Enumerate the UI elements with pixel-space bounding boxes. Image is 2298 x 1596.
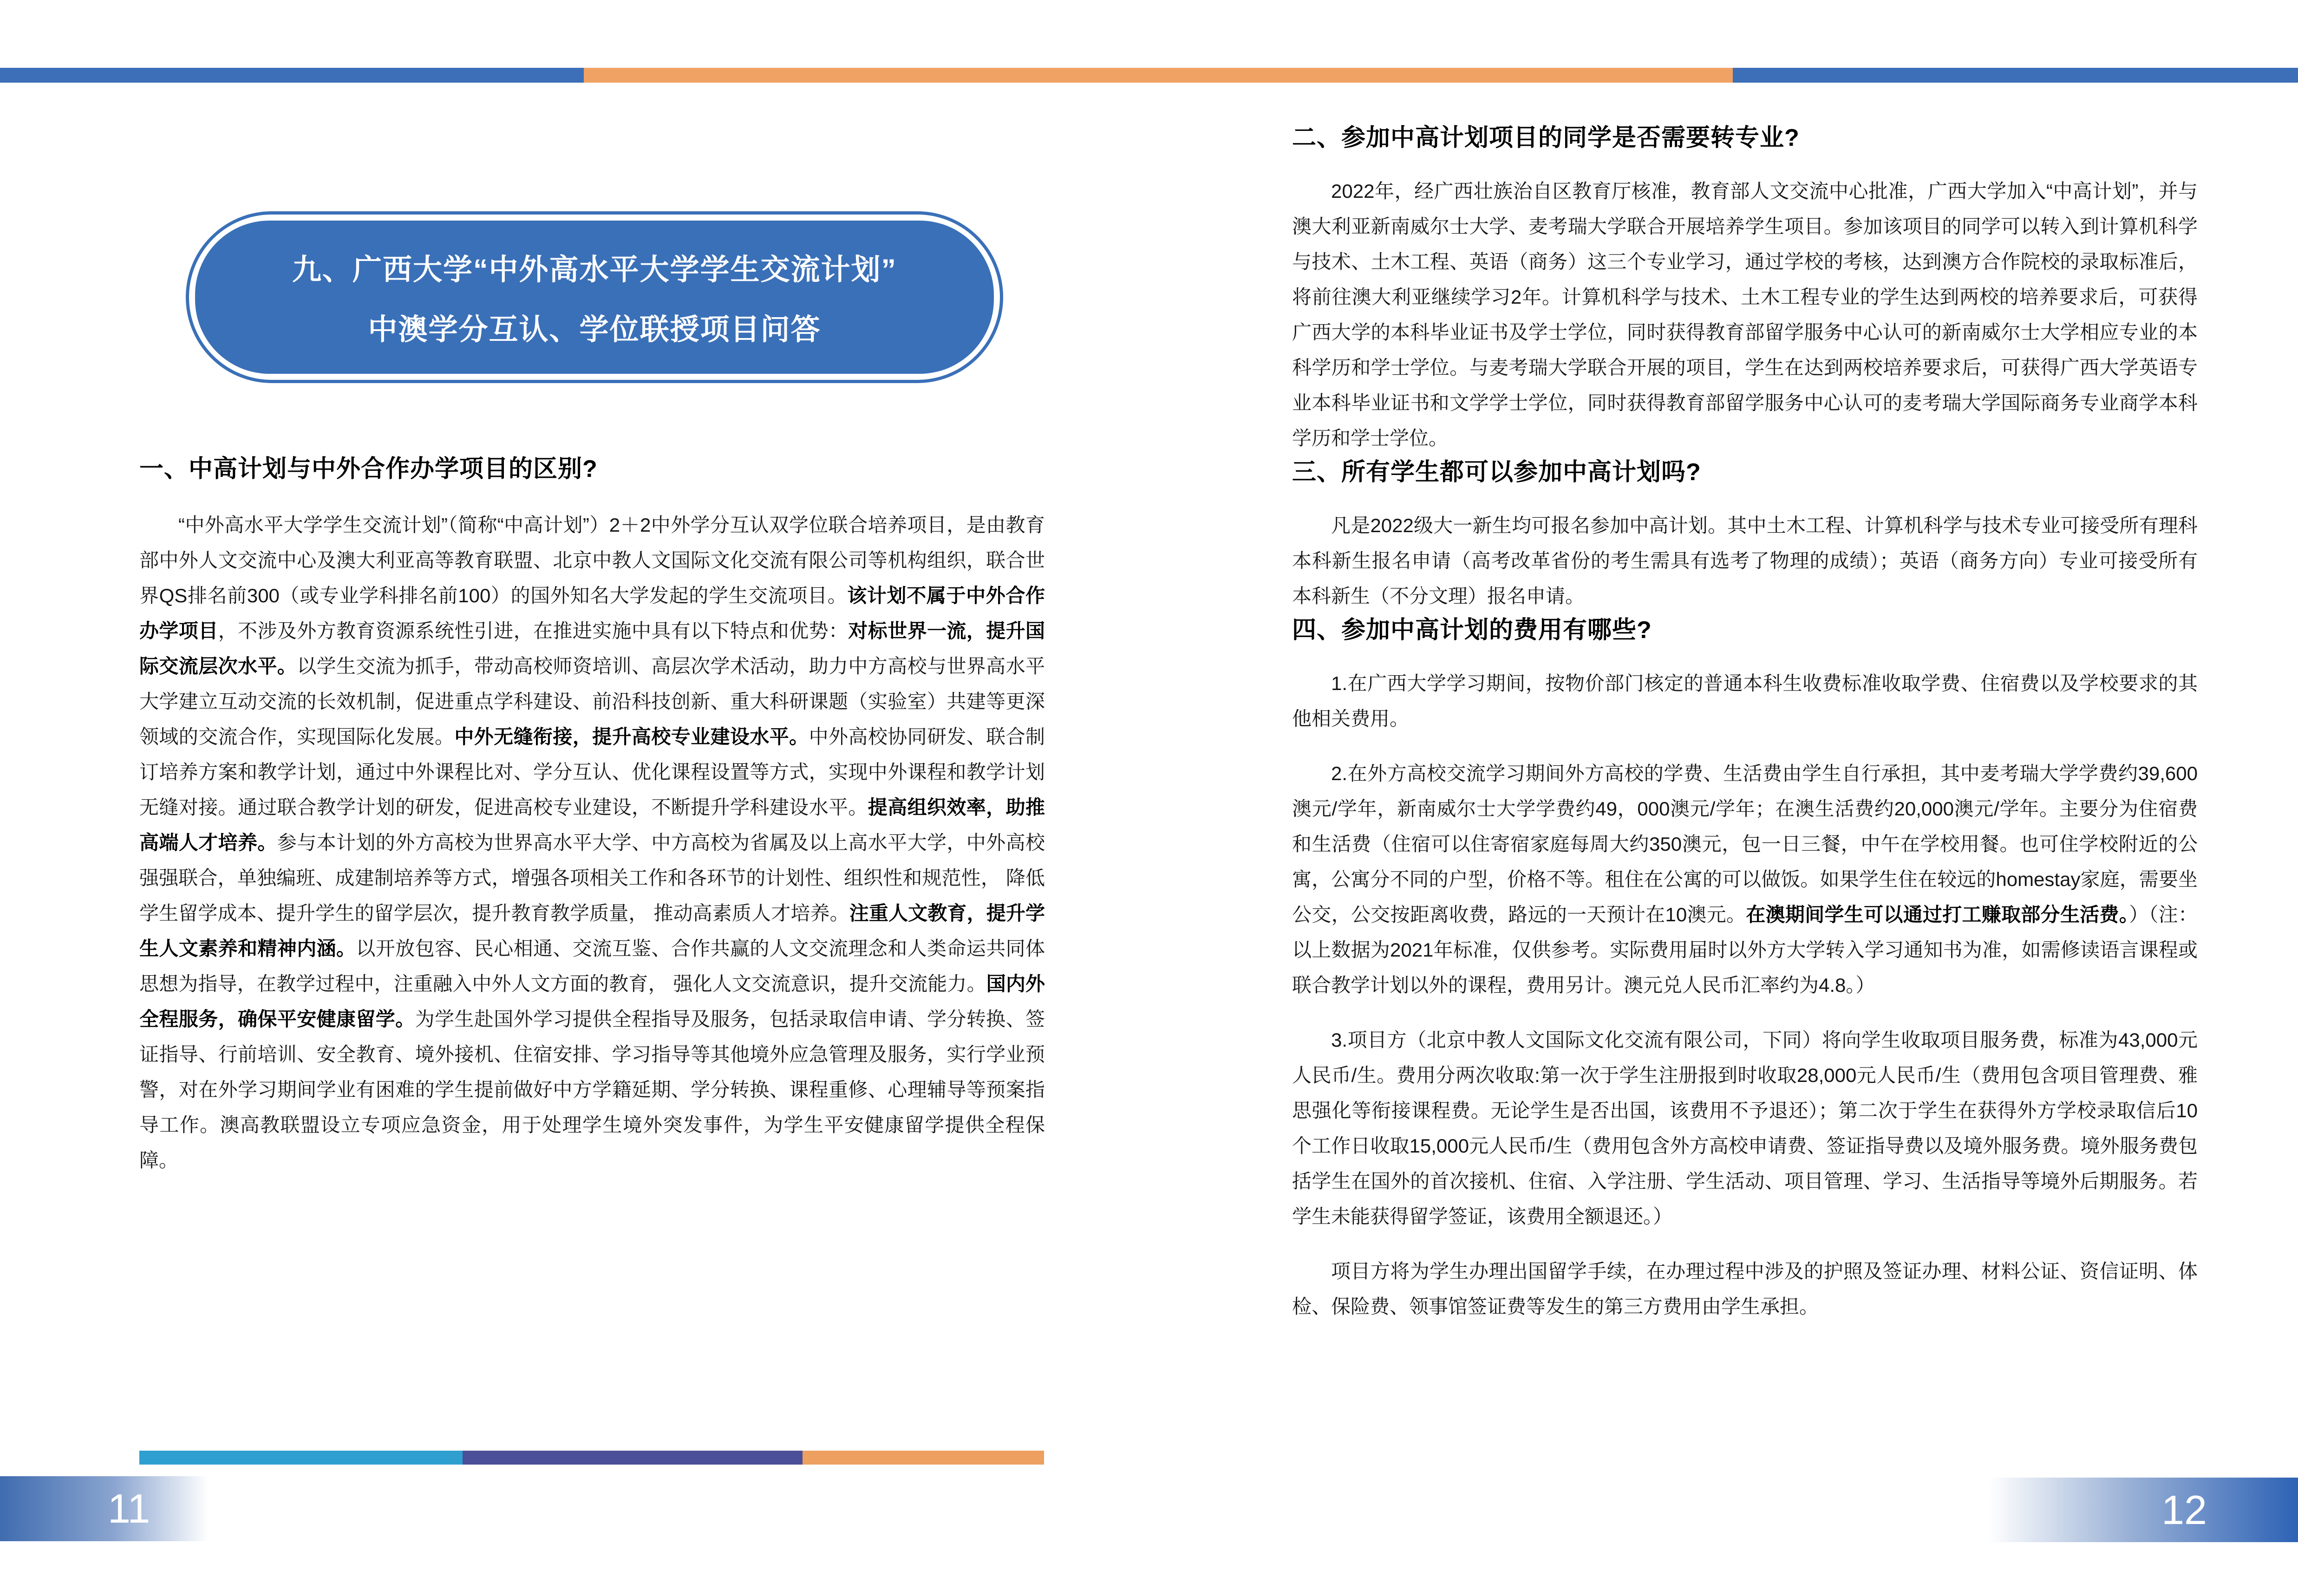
bottom-bar-indigo-segment — [463, 1451, 803, 1465]
question-4-paragraph-2: 2.在外方高校交流学习期间外方高校的学费、生活费由学生自行承担，其中麦考瑞大学学费约39,600澳元/学年，新南威尔士大学学费约49，000澳元/学年；在澳生活费约20,000澳元/学年。主要分为住宿费和生活费（住宿可以住寄宿家庭每周大约350澳元，包一日三餐，中午在学校用餐。也可住学校附近的公寓，公寓分不同的户型，价格不等。租住在公寓的可以做饭。如果学生住在较远的homestay家庭，需要坐公交，公交按距离收费，路远的一天预计在10澳元。在澳期间学生可以通过打工赚取部分生活费。）（注：以上数据为2021年标准，仅供参考。实际费用届时以外方大学转入学习通知书为准，如需修读语言课程或联合教学计划以外的课程，费用另计。澳元兑人民币汇率约为4.8。） — [1292, 762, 2198, 996]
question-2-paragraph: 2022年，经广西壮族治自区教育厅核准，教育部人文交流中心批准，广西大学加入“中高计划”，并与澳大利亚新南威尔士大学、麦考瑞大学联合开展培养学生项目。参加该项目的同学可以转入到计算机科学与技术、土木工程、英语（商务）这三个专业学习，通过学校的考核，达到澳方合作院校的录取标准后，将前往澳大利亚继续学习2年。计算机科学与技术、土木工程专业的学生达到两校的培养要求后，可获得广西大学的本科毕业证书及学士学位，同时获得教育部留学服务中心认可的新南威尔士大学相应专业的本科学历和学士学位。与麦考瑞大学联合开展的项目，学生在达到两校培养要求后，可获得广西大学英语专业本科毕业证书和文学学士学位，同时获得教育部留学服务中心认可的麦考瑞大学国际商务专业商学本科学历和学士学位。 — [1292, 180, 2198, 449]
question-4-paragraph-3: 3.项目方（北京中教人文国际文化交流有限公司，下同）将向学生收取项目服务费，标准为43,000元人民币/生。费用分两次收取:第一次于学生注册报到时收取28,000元人民币/生（费用包含项目管理费、雅思强化等衔接课程费。无论学生是否出国，该费用不予退还）；第二次于学生在获得外方学校录取信后10个工作日收取15,000元人民币/生（费用包含外方高校申请费、签证指导费以及境外服务费。境外服务费包括学生在国外的首次接机、住宿、入学注册、学生活动、项目管理、学习、生活指导等境外后期服务。若学生未能获得留学签证，该费用全额退还。） — [1292, 1029, 2198, 1227]
question-3-heading: 三、所有学生都可以参加中高计划吗? — [1292, 459, 1701, 486]
question-4-heading: 四、参加中高计划的费用有哪些? — [1292, 617, 1652, 644]
top-accent-bar — [0, 68, 2298, 83]
question-2-heading: 二、参加中高计划项目的同学是否需要转专业? — [1292, 124, 1800, 151]
bottom-bar-orange-segment — [803, 1451, 1044, 1465]
top-bar-blue-segment-right — [1733, 68, 2298, 83]
bottom-accent-bar — [139, 1451, 1044, 1465]
left-page-column — [139, 453, 1045, 1178]
title-line-1: 九、广西大学“中外高水平大学学生交流计划” — [292, 254, 897, 286]
page-number-left: 11 — [0, 1476, 298, 1541]
page-number-right: 12 — [1989, 1478, 2298, 1542]
question-1-heading: 一、中高计划与中外合作办学项目的区别? — [139, 456, 598, 482]
top-bar-orange-segment — [584, 68, 1733, 83]
bottom-bar-cyan-segment — [139, 1451, 463, 1465]
question-1-paragraph: “中外高水平大学学生交流计划”（简称“中高计划”）2＋2中外学分互认双学位联合培养项目，是由教育部中外人文交流中心及澳大利亚高等教育联盟、北京中教人文国际文化交流有限公司等机构组织，联合世界QS排名前300（或专业学科排名前100）的国外知名大学发起的学生交流项目。该计划不属于中外合作办学项目，不涉及外方教育资源系统性引进，在推进实施中具有以下特点和优势：对标世界一流，提升国际交流层次水平。以学生交流为抓手，带动高校师资培训、高层次学术活动，助力中方高校与世界高水平大学建立互动交流的长效机制，促进重点学科建设、前沿科技创新、重大科研课题（实验室）共建等更深领域的交流合作，实现国际化发展。中外无缝衔接，提升高校专业建设水平。中外高校协同研发、联合制订培养方案和教学计划，通过中外课程比对、学分互认、优化课程设置等方式，实现中外课程和教学计划无缝对接。通过联合教学计划的研发，促进高校专业建设，不断提升学科建设水平。提高组织效率，助推高端人才培养。参与本计划的外方高校为世界高水平大学、中方高校为省属及以上高水平大学，中外高校强强联合，单独编班、成建制培养等方式，增强各项相关工作和各环节的计划性、组织性和规范性， 降低学生留学成本、提升学生的留学层次，提升教育教学质量， 推动高素质人才培养。注重人文教育，提升学生人文素养和精神内涵。以开放包容、民心相通、交流互鉴、合作共赢的人文交流理念和人类命运共同体思想为指导，在教学过程中，注重融入中外人文方面的教育， 强化人文交流意识，提升交流能力。国内外全程服务，确保平安健康留学。为学生赴国外学习提供全程指导及服务，包括录取信申请、学分转换、签证指导、行前培训、安全教育、境外接机、住宿安排、学习指导等其他境外应急管理及服务，实行学业预警，对在外学习期间学业有困难的学生提前做好中方学籍延期、学分转换、课程重修、心理辅导等预案指导工作。澳高教联盟设立专项应急资金，用于处理学生境外突发事件，为学生平安健康留学提供全程保障。 — [139, 514, 1045, 1171]
question-3-paragraph: 凡是2022级大一新生均可报名参加中高计划。其中土木工程、计算机科学与技术专业可接受所有理科本科新生报名申请（高考改革省份的考生需具有选考了物理的成绩）；英语（商务方向）专业可接受所有本科新生（不分文理）报名申请。 — [1292, 515, 2198, 607]
title-badge-fill — [195, 221, 994, 374]
right-page-column — [1292, 122, 2198, 1324]
top-bar-blue-segment — [0, 68, 584, 83]
title-badge — [186, 211, 1003, 383]
question-4-paragraph-1: 1.在广西大学学习期间，按物价部门核定的普通本科生收费标准收取学费、住宿费以及学校要求的其他相关费用。 — [1292, 672, 2198, 730]
title-line-2: 中澳学分互认、学位联授项目问答 — [368, 313, 821, 346]
question-4-paragraph-4: 项目方将为学生办理出国留学手续，在办理过程中涉及的护照及签证办理、材料公证、资信证明、体检、保险费、领事馆签证费等发生的第三方费用由学生承担。 — [1292, 1260, 2198, 1317]
